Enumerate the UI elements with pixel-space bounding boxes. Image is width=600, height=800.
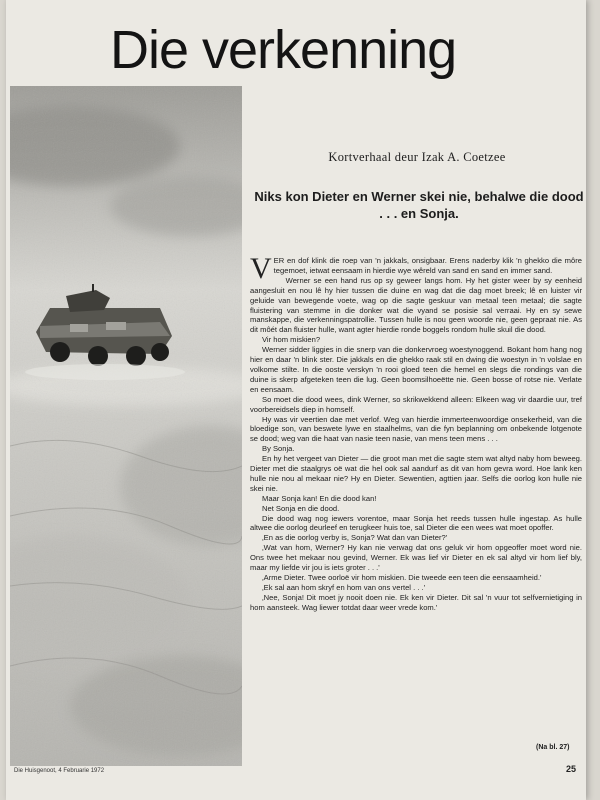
byline: Kortverhaal deur Izak A. Coetzee bbox=[328, 150, 506, 164]
story-paragraph: Werner se een hand rus op sy geweer langs hom. Hy het gister weer by sy eenheid aangesluit en nou lê hy hier tussen die duine en wag dat die dag moet breek; lê en luister vir geluide van bewegende voete, wag op die sagte geskuur van metaal teen metaal; die sagte fluistering van stemme in die donker wat die vyand se posisie sal verraai. Hy en sy sewe manskappe, die verkenningspatrollie. Tussen hulle is nou geen woorde nie, geen gepraat nie. As dit môét dan fluister hulle, want agter hierdie ronde boggels rondom hulle skuil die dood. bbox=[250, 275, 582, 335]
story-paragraph: ‚Arme Dieter. Twee oorloë vir hom miskien. Die tweede een teen die eensaamheid.' bbox=[262, 573, 542, 582]
headline: Niks kon Dieter en Werner skei nie, behalwe die dood . . . en Sonja. bbox=[254, 189, 584, 221]
story-paragraph: ‚Nee, Sonja! Dit moet jy nooit doen nie. Ek ken vir Dieter. Dit sal 'n vuur tot selfvernietiging in hom aansteek. Wag liewer totdat daar weer vrede kom.' bbox=[250, 592, 582, 612]
story-paragraph: Werner sidder liggies in die snerp van die donkervroeg woestynoggend. Bokant hom hang nog hier en daar 'n blink ster. Die jakkals en die ghekko raak stil en dwing die woestyn in 'n volslae en volkome stilte. In die ooste verskyn 'n rooi gloed teen die hemel en slegs die rondings van die duine is skerp afgeteken teen die lug. Geen boomsilhoeëtte nie. Geen bosse of rotse nie. Verlate en eensaam. bbox=[250, 345, 582, 394]
story-paragraph: Net Sonja en die dood. bbox=[262, 503, 340, 513]
page-number: 25 bbox=[566, 764, 577, 774]
story-paragraph: ‚Ek sal aan hom skryf en hom van ons vertel . . .' bbox=[262, 582, 426, 592]
story-paragraph: By Sonja. bbox=[262, 444, 295, 454]
continued-note: (Na bl. 27) bbox=[536, 744, 570, 751]
story-paragraph: Vir hom miskien? bbox=[262, 335, 321, 345]
paragraph-text: ER en dof klink die roep van 'n jakkals, onsigbaar. Erens naderby klik 'n ghekko die môre tegemoet, ietwat eensaam in hierdie wye wêreld van sand en sand en immer sand. bbox=[273, 256, 582, 275]
story-paragraph: En hy het vergeet van Dieter — die groot man met die sagte stem wat altyd naby hom beweeg. Dieter met die staalgrys oë wat die hel ook sal aandurf as dit van hom gevra word. Hoe lank ken hulle nie nou al mekaar nie? Hy en Dieter. Sewentien, agttien jaar. Selfs die oorlog kon hulle nie skei nie. bbox=[250, 454, 582, 493]
story-title: Die verkenning bbox=[110, 20, 457, 80]
story-paragraph: Maar Sonja kan! En die dood kan! bbox=[262, 493, 377, 503]
story-paragraph bbox=[250, 252, 582, 285]
story-paragraph: ‚En as die oorlog verby is, Sonja? Wat dan van Dieter?' bbox=[262, 533, 448, 543]
footer-publication: Die Huisgenoot, 4 Februarie 1972 bbox=[14, 768, 105, 774]
story-text bbox=[250, 252, 582, 613]
drop-cap: V bbox=[250, 252, 272, 285]
story-paragraph: So moet die dood wees, dink Werner, so skrikwekkend alleen: Elkeen wag vir daardie uur, tref voorbereidsels diep in homself. bbox=[250, 394, 582, 414]
story-paragraph: Die dood wag nog iewers vorentoe, maar Sonja het reeds tussen hulle ingestap. As hulle altwee die oorlog deurleef en terugkeer huis toe, sal Dieter die een wees wat moet opoffer. bbox=[250, 513, 582, 533]
armored-car-photo bbox=[10, 86, 242, 766]
story-paragraph: ‚Wat van hom, Werner? Hy kan nie verwag dat ons geluk vir hom opgeoffer moet word nie. Ons twee het mekaar nou gevind, Werner. Ek was lief vir Dieter en ek sal altyd vir hom lief bly, maar my liefde vir jou is iets groter . . .' bbox=[250, 543, 582, 573]
magazine-page bbox=[6, 0, 586, 800]
story-paragraph: Hy was vir veertien dae met verlof. Weg van hierdie immerteenwoordige onsekerheid, van die bloedige son, van beswete lywe en staalhelms, van die fyn beplanning om onbekende lotgenote se dood; weg van die haat van nasie teen nasie, van mens teen mens . . . bbox=[250, 414, 582, 444]
